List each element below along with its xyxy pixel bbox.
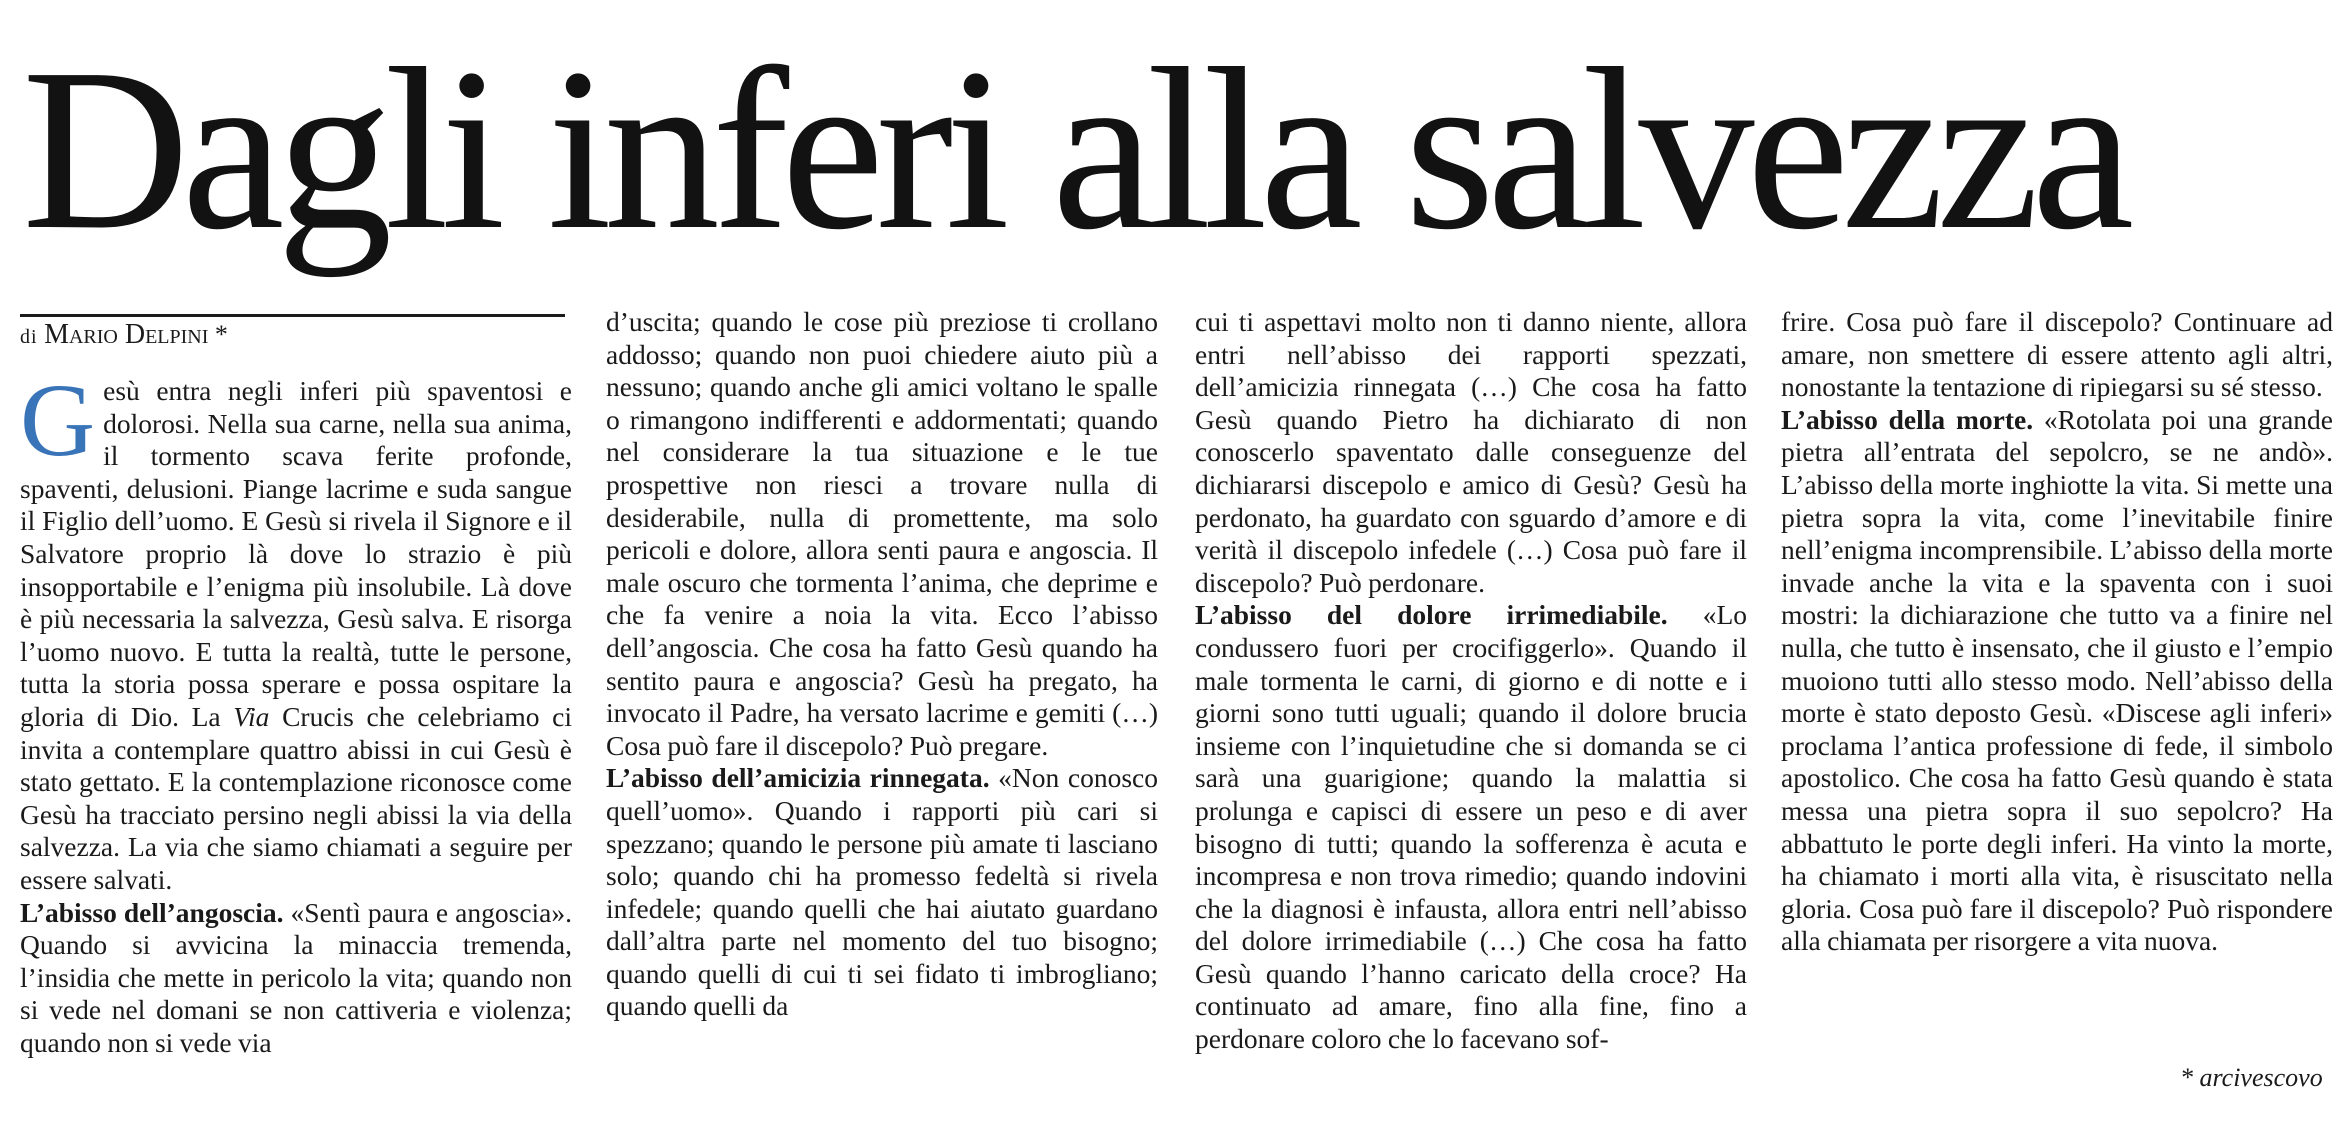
intro-text: esù entra negli inferi più spaventosi e dolorosi. Nella sua carne, nella sua anima, il tormento scava ferite profonde, spaventi, delusioni. Piange lacrime e suda sangue il Figlio dell’uomo. E Gesù si rivela il Signore e il Salvatore proprio là dove lo strazio è più insopportabile e l’enigma più insolubile. Là dove è più necessaria la salvezza, Gesù salva. E risorga l’uomo nuovo. E tutta la realtà, tutte le persone, tutta la storia possa sperare e possa ospitare la gloria di Dio. La [20,375,572,732]
section-text-morte: «Rotolata poi una grande pietra all’entrata del sepolcro, se ne andò». L’abisso della morte inghiotte la vita. Si mette una pietra sopra la vita, come l’inevitabile finire nell’enigma incomprensibile. L’abisso della morte invade anche la vita e la spaventa con i suoi mostri: la dichiarazione che tutto va a finire nel nulla, che tutto è insensato, che il giusto e l’empio muoiono tutti allo stesso modo. Nell’abisso della morte è stato deposto Gesù. «Discese agli inferi» proclama l’antica professione di fede, il simbolo apostolico. Che cosa ha fatto Gesù quando è stata messa una pietra sopra il suo sepolcro? Ha abbattuto le porte degli inferi. Ha vinto la morte, ha chiamato i morti alla vita, è risuscitato nella gloria. Cosa può fare il discepolo? Può rispondere alla chiamata per risorgere a vita nuova. [1781,403,2334,957]
section-dolore [1195,599,1747,1055]
section-text-angoscia-2: d’uscita; quando le cose più preziose ti crollano addosso; quando non puoi chiedere aiuto più a nessuno; quando anche gli amici voltano le spalle o rimangono indifferenti e addormentati; quando nel considerare la tua situazione e le tue prospettive non riesci a trovare nulla di desiderabile, nulla di promettente, ma solo pericoli e dolore, allora senti paura e angoscia. Il male oscuro che tormenta l’anima, che deprime e che fa venire a noia la vita. Ecco l’abisso dell’angoscia. Che cosa ha fatto Gesù quando ha sentito paura e angoscia? Gesù ha pregato, ha invocato il Padre, ha versato lacrime e gemiti (…) Cosa può fare il discepolo? Può pregare. [606,306,1158,761]
byline-prefix: di [20,326,38,348]
section-amicizia-cont [1195,306,1747,599]
byline-author: Mario Delpini [44,319,209,350]
section-angoscia-cont [606,306,1158,762]
section-text-amicizia-1: «Non conosco quell’uomo». Quando i rapporti più cari si spezzano; quando le persone più amate ti lasciano solo; quando chi ha promesso fedeltà si rivela infedele; quando quelli che hai aiutato guardano dall’altra parte nel momento del tuo bisogno; quando quelli di cui ti sei fidato ti imbrogliano; quando quelli da [606,762,1158,1022]
section-amicizia [606,762,1158,1023]
section-text-angoscia-1: «Sentì paura e angoscia». Quando si avvicina la minaccia tremenda, l’insidia che mette in pericolo la vita; quando non si vede nel domani se non cattiveria e violenza; quando non si vede via [20,896,572,1058]
section-text-dolore-1: «Lo condussero fuori per crocifiggerlo». Quando il male tormenta le carni, di giorno e di notte e i giorni sono tutti uguali; quando il dolore brucia insieme con l’inquietudine che si domanda se ci sarà una guarigione; quando la malattia si prolunga e capisci di essere un peso e di aver bisogno di tutti; quando la sofferenza è acuta e incompresa e non trova rimedio; quando indovini che la diagnosi è infausta, allora entri nell’abisso del dolore irrimediabile (…) Che cosa ha fatto Gesù quando l’hanno caricato della croce? Ha continuato ad amare, fino alla fine, fino a perdonare coloro che lo facevano sof- [1195,599,1747,1055]
article-column-1 [20,363,572,1059]
intro-paragraph [20,363,572,897]
intro-text-end: Crucis che celebriamo ci invita a contemplare quattro abissi in cui Gesù è stato gettato. E la contemplazione riconosce come Gesù ha tracciato persino negli abissi la via della salvezza. La via che siamo chiamati a seguire per essere salvati. [20,700,572,895]
section-text-dolore-2: frire. Cosa può fare il discepolo? Continuare ad amare, non smettere di essere attento agli altri, nonostante la tentazione di ripiegarsi su sé stesso. [1781,306,2333,403]
byline [20,318,228,354]
article-column-4 [1781,306,2333,958]
article-column-3 [1195,306,1747,1056]
byline-mark: * [214,320,228,349]
section-dolore-cont [1781,306,2333,404]
intro-italic: Via [233,700,270,732]
byline-rule [20,314,565,317]
article-column-2 [606,306,1158,1023]
drop-cap: G [20,363,96,478]
section-heading-dolore: L’abisso del dolore irrimediabile. [1195,599,1668,631]
section-morte [1781,404,2333,958]
section-heading-amicizia: L’abisso dell’amicizia rinnegata. [606,762,990,794]
section-angoscia [20,897,572,1060]
section-heading-morte: L’abisso della morte. [1781,403,2034,435]
section-text-amicizia-2: cui ti aspettavi molto non ti danno niente, allora entri nell’abisso dei rapporti spezzati, dell’amicizia rinnegata (…) Che cosa ha fatto Gesù quando Pietro ha dichiarato di non conoscerlo spaventato dalle conseguenze del dichiararsi discepolo e amico di Gesù? Gesù ha perdonato, ha guardato con sguardo d’amore e di verità il discepolo infedele (…) Cosa può fare il discepolo? Può perdonare. [1195,306,1747,598]
author-footnote: * arcivescovo [2180,1063,2323,1092]
section-heading-angoscia: L’abisso dell’angoscia. [20,896,284,928]
headline: Dagli inferi alla salvezza [22,21,2127,278]
